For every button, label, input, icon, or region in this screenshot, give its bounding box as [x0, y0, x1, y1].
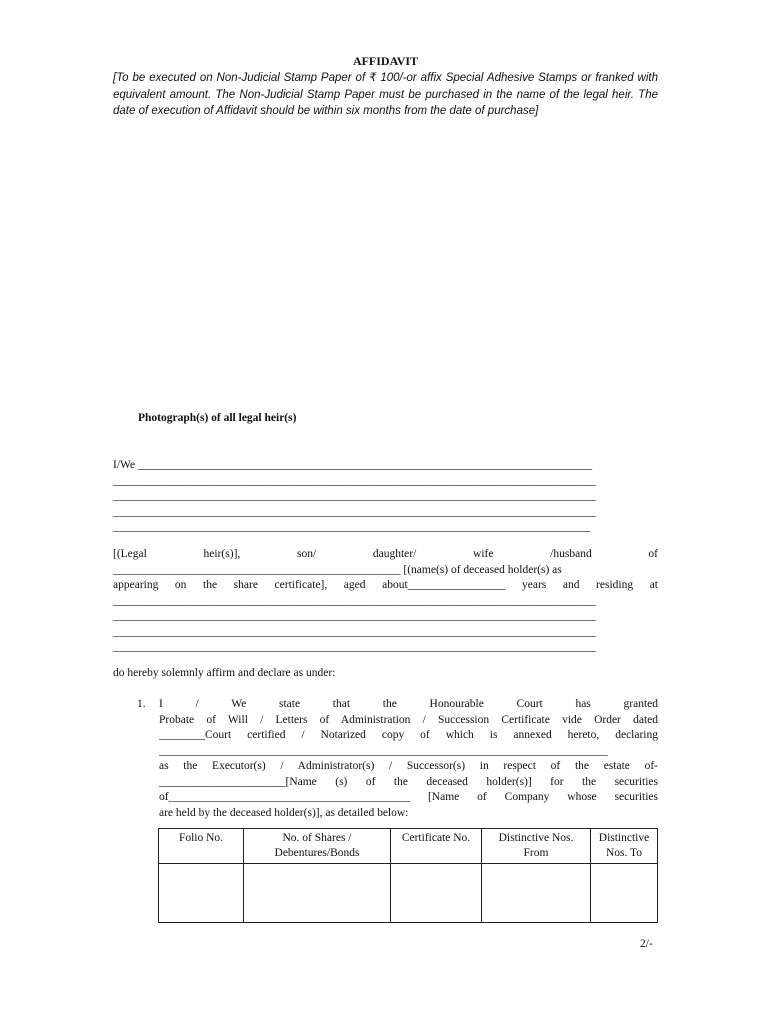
item-line: ________Court certified / Notarized copy of which is annexed hereto, declaring — [159, 729, 658, 741]
blank-line: ___________________________________________________________________________________ — [113, 521, 591, 533]
item-line: Probate of Will / Letters of Administration / Succession Certificate vide Order dated — [159, 713, 658, 726]
affidavit-header — [113, 52, 658, 120]
table-row — [159, 864, 658, 923]
header-folio-no: Folio No. — [159, 829, 244, 864]
appearing-line: appearing on the share certificate], aged about_________________ years and residing at — [113, 579, 658, 591]
item-line: of__________________________________________ [Name of Company whose securities — [159, 791, 658, 803]
address-line: ____________________________________________________________________________________ — [113, 594, 596, 607]
table-cell — [591, 864, 658, 923]
declarant-block — [113, 458, 658, 536]
table-cell — [391, 864, 482, 923]
legal-heirs-line: [(Legal heir(s)], son/ daughter/ wife /husband of — [113, 548, 658, 560]
item-line: ______________________[Name (s) of the deceased holder(s)] for the securities — [159, 775, 658, 788]
execution-instructions: [To be executed on Non-Judicial Stamp Paper of ₹ 100/-or affix Special Adhesive Stamps or franked with equivalent amount. The Non-Judicial Stamp Paper must be purchased in the name of the legal heir. The date of execution of Affidavit should be within six months from the date of purchase] — [113, 72, 658, 117]
item-line: I / We state that the Honourable Court has granted — [159, 698, 658, 710]
blank-line: ____________________________________________________________________________________ — [113, 474, 596, 487]
table-header-row — [159, 829, 658, 864]
deceased-name-line: __________________________________________________ [(name(s) of deceased holder(s) as — [113, 563, 562, 576]
blank-line: ____________________________________________________________________________________ — [113, 505, 596, 518]
relationship-block — [113, 547, 658, 656]
page-number: 2/- — [640, 938, 653, 950]
photograph-label: Photograph(s) of all legal heir(s) — [138, 412, 297, 424]
table-cell — [244, 864, 391, 923]
item-number: 1. — [137, 698, 146, 710]
address-line: ____________________________________________________________________________________ — [113, 625, 596, 638]
header-certificate-no: Certificate No. — [391, 829, 482, 864]
document-title: AFFIDAVIT — [352, 54, 419, 68]
item-line: as the Executor(s) / Administrator(s) / Successor(s) in respect of the estate of- — [159, 760, 658, 772]
header-no-of-shares: No. of Shares / Debentures/Bonds — [244, 829, 391, 864]
address-line: ____________________________________________________________________________________ — [113, 610, 596, 622]
iwe-line: I/We _______________________________________________________________________________ — [113, 459, 593, 471]
table-cell — [482, 864, 591, 923]
header-distinctive-to: Distinctive Nos. To — [591, 829, 658, 864]
item-line: are held by the deceased holder(s)], as detailed below: — [159, 806, 409, 819]
securities-table — [158, 828, 658, 923]
address-line: ____________________________________________________________________________________ — [113, 641, 596, 653]
item-line: ______________________________________________________________________________ — [159, 744, 608, 757]
header-distinctive-from: Distinctive Nos. From — [482, 829, 591, 864]
blank-line: ____________________________________________________________________________________ — [113, 490, 596, 502]
declaration-statement: do hereby solemnly affirm and declare as under: — [113, 667, 336, 679]
table-cell — [159, 864, 244, 923]
declaration-item-1 — [137, 697, 658, 821]
